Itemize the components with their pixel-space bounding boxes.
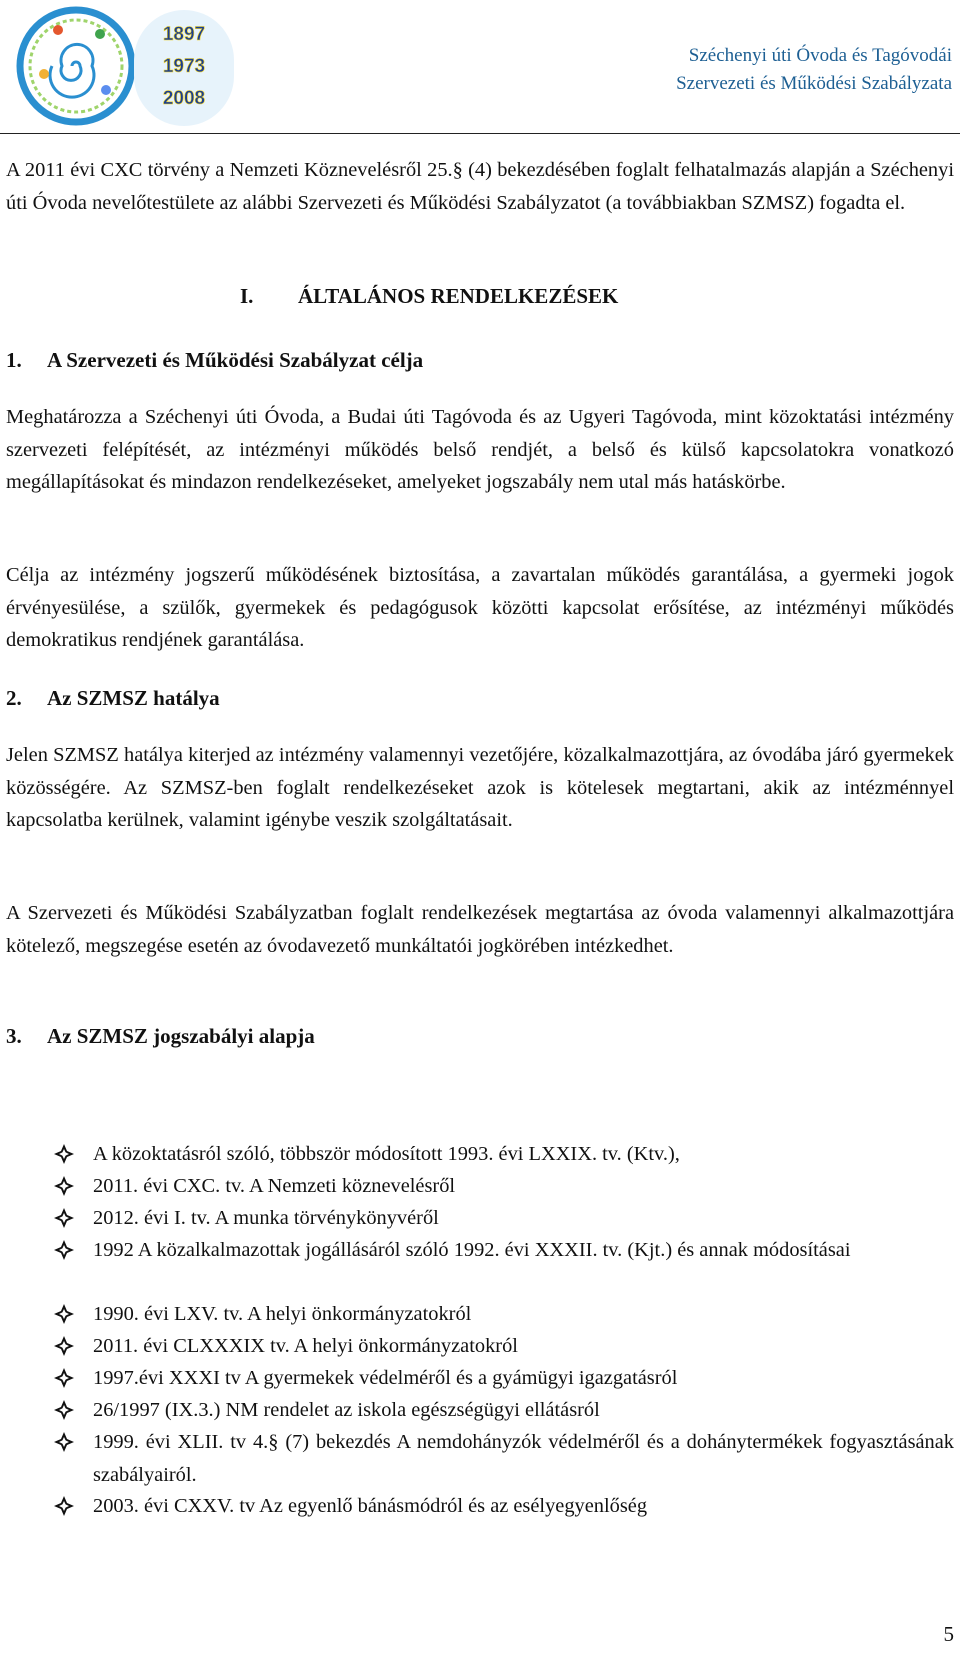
section-2-title: Az SZMSZ hatálya — [47, 686, 220, 710]
document-header — [676, 42, 952, 98]
list-item-text: 2011. évi CLXXXIX tv. A helyi önkormányzatokról — [93, 1335, 518, 1357]
diamond-bullet-icon — [52, 1174, 76, 1198]
kindergarten-logo — [14, 4, 236, 130]
section-2-paragraph-1: Jelen SZMSZ hatálya kiterjed az intézmény valamennyi vezetőjére, közalkalmazottjára, az óvodába járó gyermekek közösségére. Az SZMSZ-ben foglalt rendelkezéseket azok is kötelesek megtartani, akik az intézménnyel kapcsolatba kerülnek, valamint igénybe veszik szolgáltatásait. — [6, 744, 954, 831]
diamond-bullet-icon — [52, 1206, 76, 1230]
header-document-title: Szervezeti és Működési Szabályzata — [676, 73, 952, 94]
section-1-number: 1. — [6, 348, 22, 372]
logo-year-2: 1973 — [162, 56, 206, 77]
diamond-bullet-icon — [52, 1366, 76, 1390]
header-divider — [0, 133, 960, 134]
list-item-text: 1997.évi XXXI tv A gyermekek védelméről és a gyámügyi igazgatásról — [93, 1367, 678, 1389]
section-1-title: A Szervezeti és Működési Szabályzat célja — [47, 348, 424, 372]
diamond-bullet-icon — [52, 1142, 76, 1166]
list-item-text: 2012. évi I. tv. A munka törvénykönyvéről — [93, 1207, 439, 1229]
section-3-number: 3. — [6, 1024, 22, 1048]
list-item-text: 1999. évi XLII. tv 4.§ (7) bekezdés A nemdohányzók védelméről és a dohánytermékek fogyasztásának szabályairól. — [93, 1431, 954, 1486]
diamond-bullet-icon — [52, 1238, 76, 1262]
chapter-number: I. — [240, 284, 254, 308]
section-3-title: Az SZMSZ jogszabályi alapja — [47, 1024, 315, 1048]
list-item-text: 2011. évi CXC. tv. A Nemzeti köznevelésről — [93, 1175, 456, 1197]
diamond-bullet-icon — [52, 1302, 76, 1326]
section-2-number: 2. — [6, 686, 22, 710]
page-number: 5 — [943, 1622, 954, 1646]
chapter-title: ÁLTALÁNOS RENDELKEZÉSEK — [298, 284, 619, 308]
section-2-paragraph-2: A Szervezeti és Működési Szabályzatban foglalt rendelkezések megtartása az óvoda valamennyi alkalmazottjára kötelező, megszegése esetén az óvodavezető munkáltatói jogkörében intézkedhet. — [6, 902, 954, 957]
list-item-text: A közoktatásról szóló, többször módosított 1993. évi LXXIX. tv. (Ktv.), — [93, 1143, 680, 1165]
list-item-text: 1992 A közalkalmazottak jogállásáról szóló 1992. évi XXXII. tv. (Kjt.) és annak módosításai — [93, 1239, 851, 1261]
diamond-bullet-icon — [52, 1334, 76, 1358]
header-institution-name: Széchenyi úti Óvoda és Tagóvodái — [688, 45, 952, 66]
logo-year-1: 1897 — [162, 24, 206, 45]
logo-year-3: 2008 — [162, 88, 206, 109]
diamond-bullet-icon — [52, 1398, 76, 1422]
intro-paragraph: A 2011 évi CXC törvény a Nemzeti Köznevelésről 25.§ (4) bekezdésében foglalt felhatalmazás alapján a Széchenyi úti Óvoda nevelőtestülete az alábbi Szervezeti és Működési Szabályzatot (a továbbiakban SZMSZ) fogadta el. — [6, 159, 954, 214]
list-item-text: 2003. évi CXXV. tv Az egyenlő bánásmódról és az esélyegyenlőség — [93, 1495, 648, 1517]
section-1-paragraph-1: Meghatározza a Széchenyi úti Óvoda, a Budai úti Tagóvoda és az Ugyeri Tagóvoda, mint közoktatási intézmény szervezeti felépítését, az intézményi működés belső rendjét, a belső és külső kapcsolatokra vonatkozó megállapításokat és mindazon rendelkezéseket, amelyeket jogszabály nem utal más hatáskörbe. — [6, 406, 954, 493]
diamond-bullet-icon — [52, 1494, 76, 1518]
section-1-paragraph-2: Célja az intézmény jogszerű működésének biztosítása, a zavartalan működés garantálása, a gyermeki jogok érvényesülése, a szülők, gyermekek és pedagógusok közötti kapcsolat erősítése, az intézményi működés demokratikus rendjének garantálása. — [6, 564, 954, 651]
diamond-bullet-icon — [52, 1430, 76, 1454]
list-item-text: 26/1997 (IX.3.) NM rendelet az iskola egészségügyi ellátásról — [93, 1399, 600, 1421]
list-item-text: 1990. évi LXV. tv. A helyi önkormányzatokról — [93, 1303, 472, 1325]
